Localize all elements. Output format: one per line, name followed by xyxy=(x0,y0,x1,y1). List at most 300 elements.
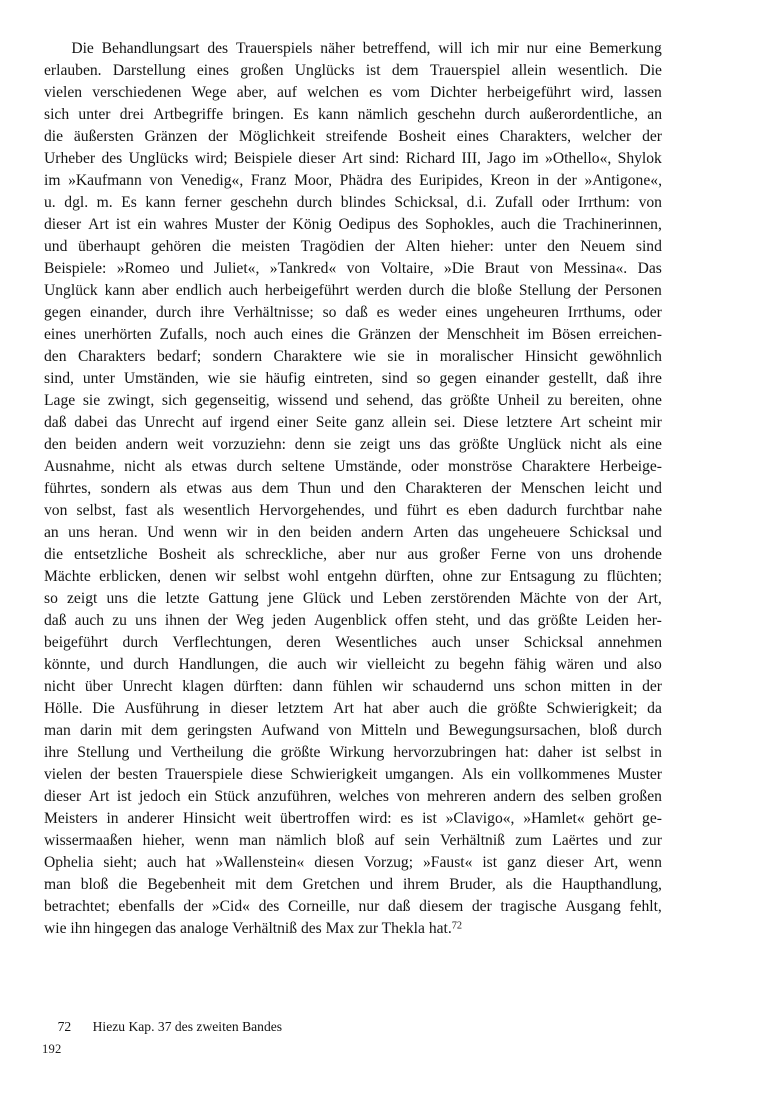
text-word: Mitteln xyxy=(360,722,407,739)
text-word: nur xyxy=(526,40,548,57)
text-word: Mächte xyxy=(519,590,567,607)
text-word: Augenblick xyxy=(314,612,387,629)
text-word: von xyxy=(149,172,173,189)
text-word: durch xyxy=(155,304,192,321)
text-word: Haupthandlung, xyxy=(561,876,662,893)
text-word: den xyxy=(44,436,67,453)
text-word: eintreten, xyxy=(314,370,373,387)
text-word: zu xyxy=(112,612,127,629)
text-word: der xyxy=(207,612,228,629)
text-word: Stellung xyxy=(77,744,130,761)
text-word: in xyxy=(106,810,119,827)
text-word: als xyxy=(156,502,175,519)
text-word: Corneille, xyxy=(288,898,350,915)
text-line xyxy=(44,192,662,214)
text-word: aber, xyxy=(236,84,267,101)
footnote-text: Hiezu Kap. 37 des zweiten Bandes xyxy=(92,1019,283,1034)
text-word: zur xyxy=(481,568,501,585)
text-word: zur xyxy=(641,832,662,849)
text-word: verschiedenen xyxy=(92,84,182,101)
text-line xyxy=(44,544,662,566)
text-word: Charakteren xyxy=(405,480,482,497)
text-word: sondern xyxy=(100,480,151,497)
text-word: der xyxy=(556,172,577,189)
text-word: es xyxy=(446,502,460,519)
text-word: weder xyxy=(398,304,437,321)
text-word: Schwierigkeit; xyxy=(546,700,638,717)
text-word: Charaktere xyxy=(521,458,591,475)
text-word: zu xyxy=(547,392,563,409)
text-word: ganz xyxy=(354,414,385,431)
text-word: sie xyxy=(239,370,257,387)
text-word: Seite xyxy=(315,414,347,431)
text-word: auch xyxy=(253,326,284,343)
text-word: Trauerspiels xyxy=(235,40,313,57)
text-word: werden xyxy=(355,282,402,299)
text-word: lassen xyxy=(623,84,662,101)
text-word: zeigt xyxy=(67,590,98,607)
text-word: Hinsicht xyxy=(524,348,578,365)
text-word: eines xyxy=(196,62,229,79)
text-word: der xyxy=(418,326,439,343)
text-word: nicht xyxy=(569,436,602,453)
text-word: das xyxy=(115,414,137,431)
text-word: Menschen xyxy=(520,480,585,497)
text-word: mehreren xyxy=(427,788,486,805)
text-line xyxy=(44,324,662,346)
text-word: nahe xyxy=(632,502,662,519)
text-word: weit xyxy=(176,436,204,453)
text-word: dann xyxy=(292,678,323,695)
text-line xyxy=(44,830,662,852)
text-line xyxy=(44,654,662,676)
text-word: wären xyxy=(555,656,594,673)
text-word: sind xyxy=(381,370,408,387)
text-line xyxy=(44,434,662,456)
text-word: Gretchen xyxy=(302,876,360,893)
text-word: an xyxy=(44,524,59,541)
text-word: Personen xyxy=(604,282,662,299)
text-word: dem xyxy=(391,62,419,79)
text-word: führt xyxy=(406,502,437,519)
text-line xyxy=(44,852,662,874)
text-line xyxy=(44,38,662,60)
text-word: diesem xyxy=(419,898,464,915)
text-word: durch xyxy=(122,634,159,651)
text-word: herbeigeführt xyxy=(264,282,349,299)
text-word: Stellung xyxy=(518,282,571,299)
text-word: Beispiele: xyxy=(44,260,107,277)
text-line xyxy=(44,258,662,280)
text-word: größte xyxy=(449,392,490,409)
text-word: der xyxy=(471,898,492,915)
text-word: man xyxy=(44,722,71,739)
text-word: nur xyxy=(375,546,397,563)
text-word: Dichter xyxy=(430,84,477,101)
text-line xyxy=(44,500,662,522)
text-word: wir xyxy=(382,678,403,695)
text-word: außerordentliche, xyxy=(529,106,638,123)
text-word: flüchten; xyxy=(606,568,662,585)
text-word: Gränzen xyxy=(144,128,198,145)
text-word: Das xyxy=(637,260,662,277)
text-word: Art xyxy=(341,150,363,167)
text-word: der xyxy=(642,678,662,695)
text-word: größte xyxy=(458,436,499,453)
text-word: betrachtet; xyxy=(44,898,110,915)
text-word: jedoch xyxy=(138,788,181,805)
text-word: und xyxy=(477,612,501,629)
text-word: Handlungen, xyxy=(178,656,259,673)
text-word: größte xyxy=(496,700,537,717)
text-word: näher xyxy=(320,40,355,57)
text-word: diese xyxy=(250,766,283,783)
text-word: etwas xyxy=(186,480,222,497)
text-line xyxy=(44,896,662,918)
text-word: als xyxy=(505,876,523,893)
text-word: fühlen xyxy=(332,678,373,695)
text-word: der xyxy=(577,282,598,299)
text-word: zum xyxy=(515,832,543,849)
text-line xyxy=(44,368,662,390)
text-word: Charakters xyxy=(77,348,146,365)
text-word: zwingt, xyxy=(107,392,155,409)
text-word: wahres xyxy=(163,216,208,233)
text-word: häufig xyxy=(265,370,306,387)
text-word: wird; xyxy=(194,150,228,167)
text-word: sehend, xyxy=(366,392,414,409)
page-number: 192 xyxy=(42,1042,62,1056)
text-word: Bosheit xyxy=(158,546,207,563)
text-word: beiden xyxy=(75,436,117,453)
text-word: ein xyxy=(491,766,511,783)
text-word: Wege xyxy=(191,84,227,101)
text-word: die xyxy=(468,700,488,717)
text-word: Bewegungsursachen, xyxy=(448,722,581,739)
text-word: Die xyxy=(92,700,115,717)
text-word: zeigt xyxy=(359,436,391,453)
text-word: geschehn xyxy=(417,106,476,123)
text-word: m. xyxy=(96,194,113,211)
text-word: aber xyxy=(392,700,420,717)
text-line xyxy=(44,126,662,148)
text-word: mir xyxy=(640,414,662,431)
text-word: welchen xyxy=(307,84,360,101)
text-word: denn xyxy=(294,436,326,453)
text-word: über xyxy=(84,678,113,695)
text-word: sind xyxy=(635,238,662,255)
text-word: ich xyxy=(470,40,490,57)
text-word: geschehn xyxy=(230,194,289,211)
text-word: es xyxy=(369,84,383,101)
text-word: streifende xyxy=(325,128,388,145)
text-word: andern xyxy=(361,524,404,541)
text-word: »Clavigo«, xyxy=(445,810,515,827)
text-word: auch xyxy=(500,216,531,233)
text-word: blindes xyxy=(340,194,386,211)
text-word: dabei xyxy=(74,414,108,431)
footnote-number: 72 xyxy=(57,1019,72,1034)
text-word: Bemerkung xyxy=(589,40,662,57)
text-word: unser xyxy=(475,634,510,651)
text-line xyxy=(44,60,662,82)
text-word: leicht xyxy=(594,480,629,497)
text-word: gegenseitig, xyxy=(194,392,270,409)
text-word: den xyxy=(373,480,397,497)
text-line xyxy=(44,588,662,610)
text-word: vielen xyxy=(44,766,83,783)
text-word: mit xyxy=(121,722,142,739)
text-word: »Hamlet« xyxy=(523,810,585,827)
text-word: »Cid« xyxy=(211,898,250,915)
text-word: dem xyxy=(261,480,289,497)
text-word: uns xyxy=(106,590,129,607)
text-word: erblicken, xyxy=(99,568,162,585)
text-word: »Faust« xyxy=(423,854,473,871)
text-word: oder xyxy=(634,304,662,321)
text-word: drohende xyxy=(603,546,662,563)
text-word: durch xyxy=(236,458,273,475)
text-word: Charakters, xyxy=(499,128,572,145)
text-word: Behandlungsart xyxy=(101,40,200,57)
text-word: der xyxy=(608,590,628,607)
text-word: Bösen xyxy=(551,326,591,343)
body-text-block xyxy=(44,38,662,940)
text-word: uns xyxy=(571,546,593,563)
text-word: großen xyxy=(618,788,662,805)
text-word: auch xyxy=(74,612,105,629)
text-word: im xyxy=(522,150,539,167)
text-word: Franz xyxy=(250,172,287,189)
text-word: Hölle. xyxy=(44,700,83,717)
text-word: Wirkung xyxy=(329,744,385,761)
text-word: diesen xyxy=(314,854,355,871)
text-word: will xyxy=(438,40,463,57)
text-word: entsetzliche xyxy=(73,546,148,563)
text-word: so xyxy=(322,304,337,321)
text-line xyxy=(44,104,662,126)
text-word: Richard xyxy=(405,150,456,167)
text-word: dieser xyxy=(230,700,268,717)
text-word: und xyxy=(100,656,124,673)
text-word: daß xyxy=(44,612,67,629)
text-word: ist xyxy=(116,788,132,805)
text-word: beiden xyxy=(310,524,352,541)
text-word: ebenfalls xyxy=(118,898,175,915)
text-word: gegen xyxy=(44,304,82,321)
text-word: deren xyxy=(286,634,321,651)
text-word: in xyxy=(649,744,662,761)
text-word: Zufall xyxy=(495,194,534,211)
text-line xyxy=(44,632,662,654)
text-word: vielleicht xyxy=(366,656,425,673)
text-word: Shylok xyxy=(617,150,662,167)
text-word: auf xyxy=(277,84,297,101)
text-word: weit xyxy=(244,810,272,827)
text-word: fähig xyxy=(513,656,546,673)
text-word: nicht xyxy=(44,678,76,695)
text-word: sie xyxy=(333,436,352,453)
text-word: von xyxy=(537,546,561,563)
text-word: einander xyxy=(485,370,540,387)
text-word: sie xyxy=(82,392,101,409)
text-word: Es xyxy=(121,194,137,211)
text-word: erreichen- xyxy=(598,326,662,343)
text-word: heran. xyxy=(99,524,138,541)
text-word: Diese xyxy=(463,414,499,431)
text-word: die xyxy=(44,546,64,563)
text-word: her- xyxy=(637,612,662,629)
text-word: großen xyxy=(240,62,284,79)
text-word: Voltaire, xyxy=(380,260,434,277)
text-word: aber xyxy=(337,546,365,563)
text-word: Irrthums, xyxy=(567,304,626,321)
text-word: daß xyxy=(387,898,411,915)
text-word: Euripides, xyxy=(419,172,483,189)
text-word: Art xyxy=(333,700,354,717)
text-word: im xyxy=(44,172,61,189)
text-word: Messina«. xyxy=(563,260,628,277)
text-word: den xyxy=(278,524,301,541)
text-word: Charaktere xyxy=(273,348,342,365)
text-word: in xyxy=(416,348,429,365)
text-word: Wesentliches xyxy=(335,634,418,651)
text-word: vollkommenes xyxy=(518,766,610,783)
text-word: sich xyxy=(161,392,188,409)
text-word: ein xyxy=(187,788,207,805)
text-line xyxy=(44,764,662,786)
text-word: uns xyxy=(398,436,421,453)
text-word: und xyxy=(138,744,162,761)
text-line xyxy=(44,280,662,302)
text-word: Unglücks xyxy=(294,62,355,79)
text-word: Umstände, xyxy=(334,458,402,475)
text-word: Tragödien xyxy=(300,238,365,255)
text-word: selbst xyxy=(244,568,280,585)
text-word: in xyxy=(537,172,550,189)
text-word: Neuem xyxy=(580,238,626,255)
text-word: zerstörenden xyxy=(430,590,511,607)
text-line xyxy=(44,82,662,104)
text-word: unerhörten xyxy=(83,326,152,343)
text-word: von xyxy=(346,260,371,277)
text-word: wir xyxy=(214,568,236,585)
text-line xyxy=(44,236,662,258)
text-word: Trachinerinnen, xyxy=(563,216,662,233)
text-word: von xyxy=(44,502,68,519)
text-word: denen xyxy=(169,568,207,585)
text-word: »Wallenstein« xyxy=(215,854,305,871)
text-word: ihre xyxy=(637,370,662,387)
text-word: dieser xyxy=(44,216,82,233)
text-word: kann xyxy=(318,106,349,123)
text-word: geringsten xyxy=(187,722,253,739)
text-word: Meisters xyxy=(44,810,98,827)
text-word: die xyxy=(532,876,552,893)
text-word: tragische xyxy=(500,898,557,915)
text-word: wesentlich. xyxy=(557,62,629,79)
text-word: König xyxy=(292,216,332,233)
text-word: nicht xyxy=(124,458,156,475)
text-word: Oedipus xyxy=(338,216,391,233)
text-word: ihre xyxy=(200,304,225,321)
text-word: endlich xyxy=(175,282,222,299)
text-word: dürften, xyxy=(385,568,435,585)
text-word: Juliet«, xyxy=(213,260,260,277)
text-word: Alten xyxy=(405,238,440,255)
text-word: Ophelia xyxy=(44,854,94,871)
text-word: Bosheit xyxy=(398,128,446,145)
text-word: wie xyxy=(353,348,376,365)
text-word: die xyxy=(44,128,64,145)
text-word: aber xyxy=(141,282,169,299)
text-word: durch xyxy=(133,656,169,673)
text-word: daß xyxy=(606,370,629,387)
text-word: gegen xyxy=(439,370,477,387)
text-word: Menschheit xyxy=(446,326,520,343)
text-word: von xyxy=(638,194,662,211)
footnote-marker[interactable]: 72 xyxy=(451,920,463,932)
text-word: jene xyxy=(267,590,294,607)
text-word: Schicksal xyxy=(523,634,584,651)
text-line xyxy=(44,214,662,236)
text-word: beigeführt xyxy=(44,634,109,651)
text-line xyxy=(44,522,662,544)
text-word: betreffend, xyxy=(362,40,431,57)
text-word: sieht; xyxy=(103,854,138,871)
text-word: Verhältnisse; xyxy=(233,304,314,321)
text-word: auch xyxy=(147,854,177,871)
text-word: sich xyxy=(44,106,70,123)
text-word: als xyxy=(164,458,183,475)
text-word: und xyxy=(638,480,662,497)
text-word: vielen xyxy=(44,84,83,101)
text-word: mitten xyxy=(570,678,611,695)
text-line xyxy=(44,808,662,830)
text-word: dieser xyxy=(44,788,82,805)
text-word: Hinsicht xyxy=(182,810,236,827)
text-word: unter xyxy=(504,238,537,255)
text-word: ein xyxy=(137,216,157,233)
text-word: Beispiele xyxy=(233,150,292,167)
text-word: andern xyxy=(493,788,536,805)
text-word: kann xyxy=(104,282,135,299)
text-word: Unrecht xyxy=(122,678,173,695)
text-word: allein xyxy=(391,414,427,431)
text-word: die xyxy=(537,216,557,233)
text-word: Darstellung xyxy=(112,62,186,79)
text-word: der xyxy=(491,480,512,497)
text-word: so xyxy=(44,590,58,607)
footnote xyxy=(44,1000,662,1054)
text-word: bereiten, xyxy=(569,392,624,409)
text-word: Umständen, xyxy=(123,370,199,387)
text-word: Ferne xyxy=(490,546,527,563)
text-word: schaudernd xyxy=(412,678,484,695)
text-word: bloße xyxy=(477,282,512,299)
text-word: ungeheuren xyxy=(486,304,559,321)
text-word: Lage xyxy=(44,392,76,409)
text-word: vom xyxy=(392,84,420,101)
text-word: fehlt, xyxy=(629,898,662,915)
text-word: ihrem xyxy=(402,876,440,893)
text-word: Vorzug; xyxy=(363,854,414,871)
text-word: Jago xyxy=(487,150,516,167)
text-word: als xyxy=(159,480,177,497)
text-word: bedarf; xyxy=(157,348,202,365)
text-word: moralischer xyxy=(439,348,514,365)
text-word: Phädra xyxy=(339,172,383,189)
